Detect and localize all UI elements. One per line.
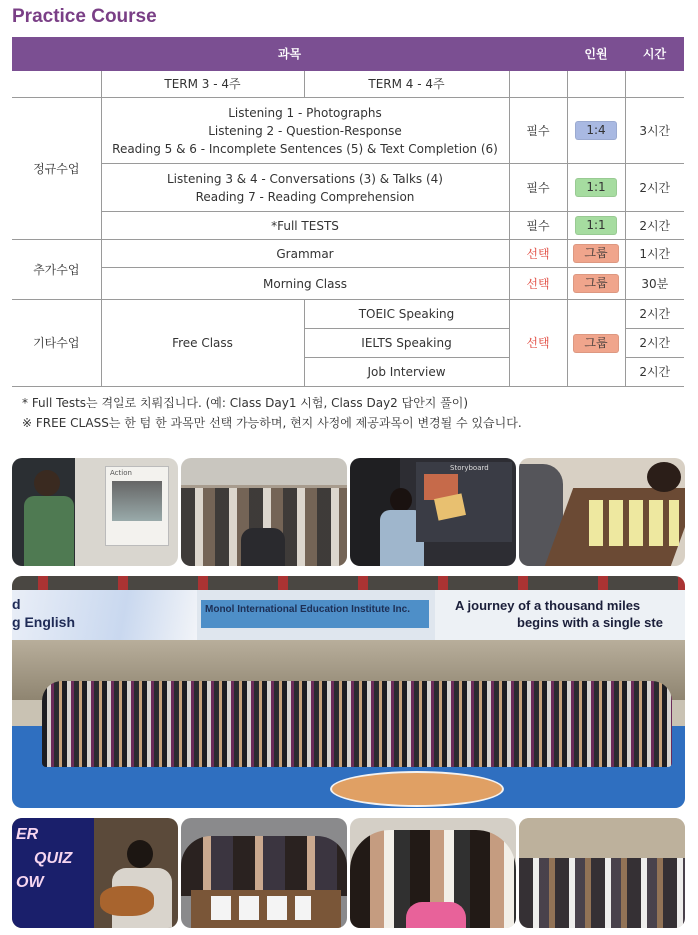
time-cell: 3시간 — [625, 98, 684, 164]
projected-slide — [416, 462, 512, 542]
center-circle — [330, 771, 504, 807]
ratio-cell — [567, 98, 625, 164]
quiz-screen — [12, 818, 94, 928]
table-header-row — [12, 38, 684, 71]
guitar — [100, 886, 154, 916]
photo-students-table — [181, 818, 347, 928]
subject-cell: TOEIC Speaking — [304, 300, 509, 329]
group-additional: 추가수업 — [12, 240, 101, 300]
slide-text: Storyboard — [450, 464, 489, 472]
student-pink — [406, 902, 466, 928]
person-head — [390, 488, 412, 512]
subject-line: Reading 7 - Reading Comprehension — [195, 189, 415, 204]
required-cell: 선택 — [509, 268, 567, 300]
ratio-badge: 1:4 — [575, 121, 616, 140]
subject-cell: Morning Class — [101, 268, 509, 300]
slide-picture — [434, 493, 466, 520]
term-3: TERM 3 - 4주 — [101, 71, 304, 98]
time-cell: 1시간 — [625, 240, 684, 268]
time-cell: 2시간 — [625, 164, 684, 212]
subject-cell: *Full TESTS — [101, 212, 509, 240]
slide-screen — [105, 466, 169, 546]
time-cell: 2시간 — [625, 300, 684, 329]
banner-text: begins with a single ste — [517, 615, 663, 630]
papers — [211, 896, 311, 920]
page-title: Practice Course — [12, 6, 157, 27]
header-time: 시간 — [625, 38, 684, 71]
time-cell: 2시간 — [625, 329, 684, 358]
quiz-text: OW — [16, 874, 44, 891]
group-other: 기타수업 — [12, 300, 101, 387]
term-4: TERM 4 - 4주 — [304, 71, 509, 98]
slide-image — [112, 481, 162, 521]
free-class-cell: Free Class — [101, 300, 304, 387]
time-cell: 30분 — [625, 268, 684, 300]
note-line: * Full Tests는 격일로 치뤄집니다. (예: Class Day1 시험, Class Day2 답안지 풀이) — [22, 396, 469, 410]
subject-cell: Grammar — [101, 240, 509, 268]
ratio-cell — [567, 164, 625, 212]
subject-cell — [101, 164, 509, 212]
notes — [22, 393, 522, 433]
ratio-badge: 1:1 — [575, 178, 616, 197]
photo-classroom-wide — [519, 818, 685, 928]
banner-text: A journey of a thousand miles — [455, 598, 641, 613]
ratio-badge: 그룹 — [573, 244, 618, 263]
ratio-cell — [567, 268, 625, 300]
ratio-cell — [567, 212, 625, 240]
person-body — [24, 496, 74, 566]
banner-center — [197, 590, 435, 640]
student-front — [241, 528, 285, 566]
photo-teacher-slide — [12, 458, 178, 566]
note-line: ※ FREE CLASS는 한 텀 한 과목만 선택 가능하며, 현지 사정에 제공과목이 변경될 수 있습니다. — [22, 416, 522, 430]
term-blank — [12, 71, 101, 98]
ratio-badge: 그룹 — [573, 274, 618, 293]
banner-text: g English — [12, 614, 75, 630]
required-cell: 필수 — [509, 98, 567, 164]
table-row — [12, 212, 684, 240]
table-row — [12, 164, 684, 212]
time-cell: 2시간 — [625, 358, 684, 387]
course-table — [12, 37, 684, 387]
photo-group — [12, 576, 685, 808]
header-people: 인원 — [567, 38, 625, 71]
time-cell: 2시간 — [625, 212, 684, 240]
student-right — [647, 462, 681, 492]
wall — [519, 818, 685, 858]
students — [181, 836, 347, 896]
students — [519, 858, 685, 928]
table-row — [12, 268, 684, 300]
ratio-cell — [567, 300, 625, 387]
slide-text: Action — [110, 469, 132, 477]
group-regular: 정규수업 — [12, 98, 101, 240]
header-subject: 과목 — [12, 38, 567, 71]
banner-text: Monol International Education Institute Inc. — [205, 604, 410, 615]
photo-group-selfie — [350, 818, 516, 928]
crowd — [42, 681, 672, 767]
photo-student-presenting — [350, 458, 516, 566]
ratio-cell — [567, 240, 625, 268]
subject-cell: Job Interview — [304, 358, 509, 387]
banner-text: d — [12, 596, 21, 612]
table-row — [12, 98, 684, 164]
banner-right — [435, 590, 685, 640]
photo-classroom — [181, 458, 347, 566]
ratio-badge: 그룹 — [573, 334, 618, 353]
required-cell: 선택 — [509, 300, 567, 387]
quiz-text: ER — [16, 826, 39, 843]
table-row — [12, 240, 684, 268]
quiz-text: QUIZ — [34, 850, 73, 867]
person-head — [34, 470, 60, 496]
banner-left — [12, 590, 197, 640]
required-cell: 필수 — [509, 164, 567, 212]
subject-cell: IELTS Speaking — [304, 329, 509, 358]
subject-line: Reading 5 & 6 - Incomplete Sentences (5) & Text Completion (6) — [112, 141, 498, 156]
term-row — [12, 71, 684, 98]
photo-guitar — [12, 818, 178, 928]
required-cell: 선택 — [509, 240, 567, 268]
cards — [589, 500, 679, 546]
person-head — [127, 840, 153, 868]
photo-card-activity — [519, 458, 685, 566]
required-cell: 필수 — [509, 212, 567, 240]
table-row — [12, 300, 684, 329]
subject-line: Listening 2 - Question-Response — [208, 123, 402, 138]
subject-cell — [101, 98, 509, 164]
subject-line: Listening 1 - Photographs — [228, 105, 382, 120]
subject-line: Listening 3 & 4 - Conversations (3) & Talks (4) — [167, 171, 443, 186]
ratio-badge: 1:1 — [575, 216, 616, 235]
